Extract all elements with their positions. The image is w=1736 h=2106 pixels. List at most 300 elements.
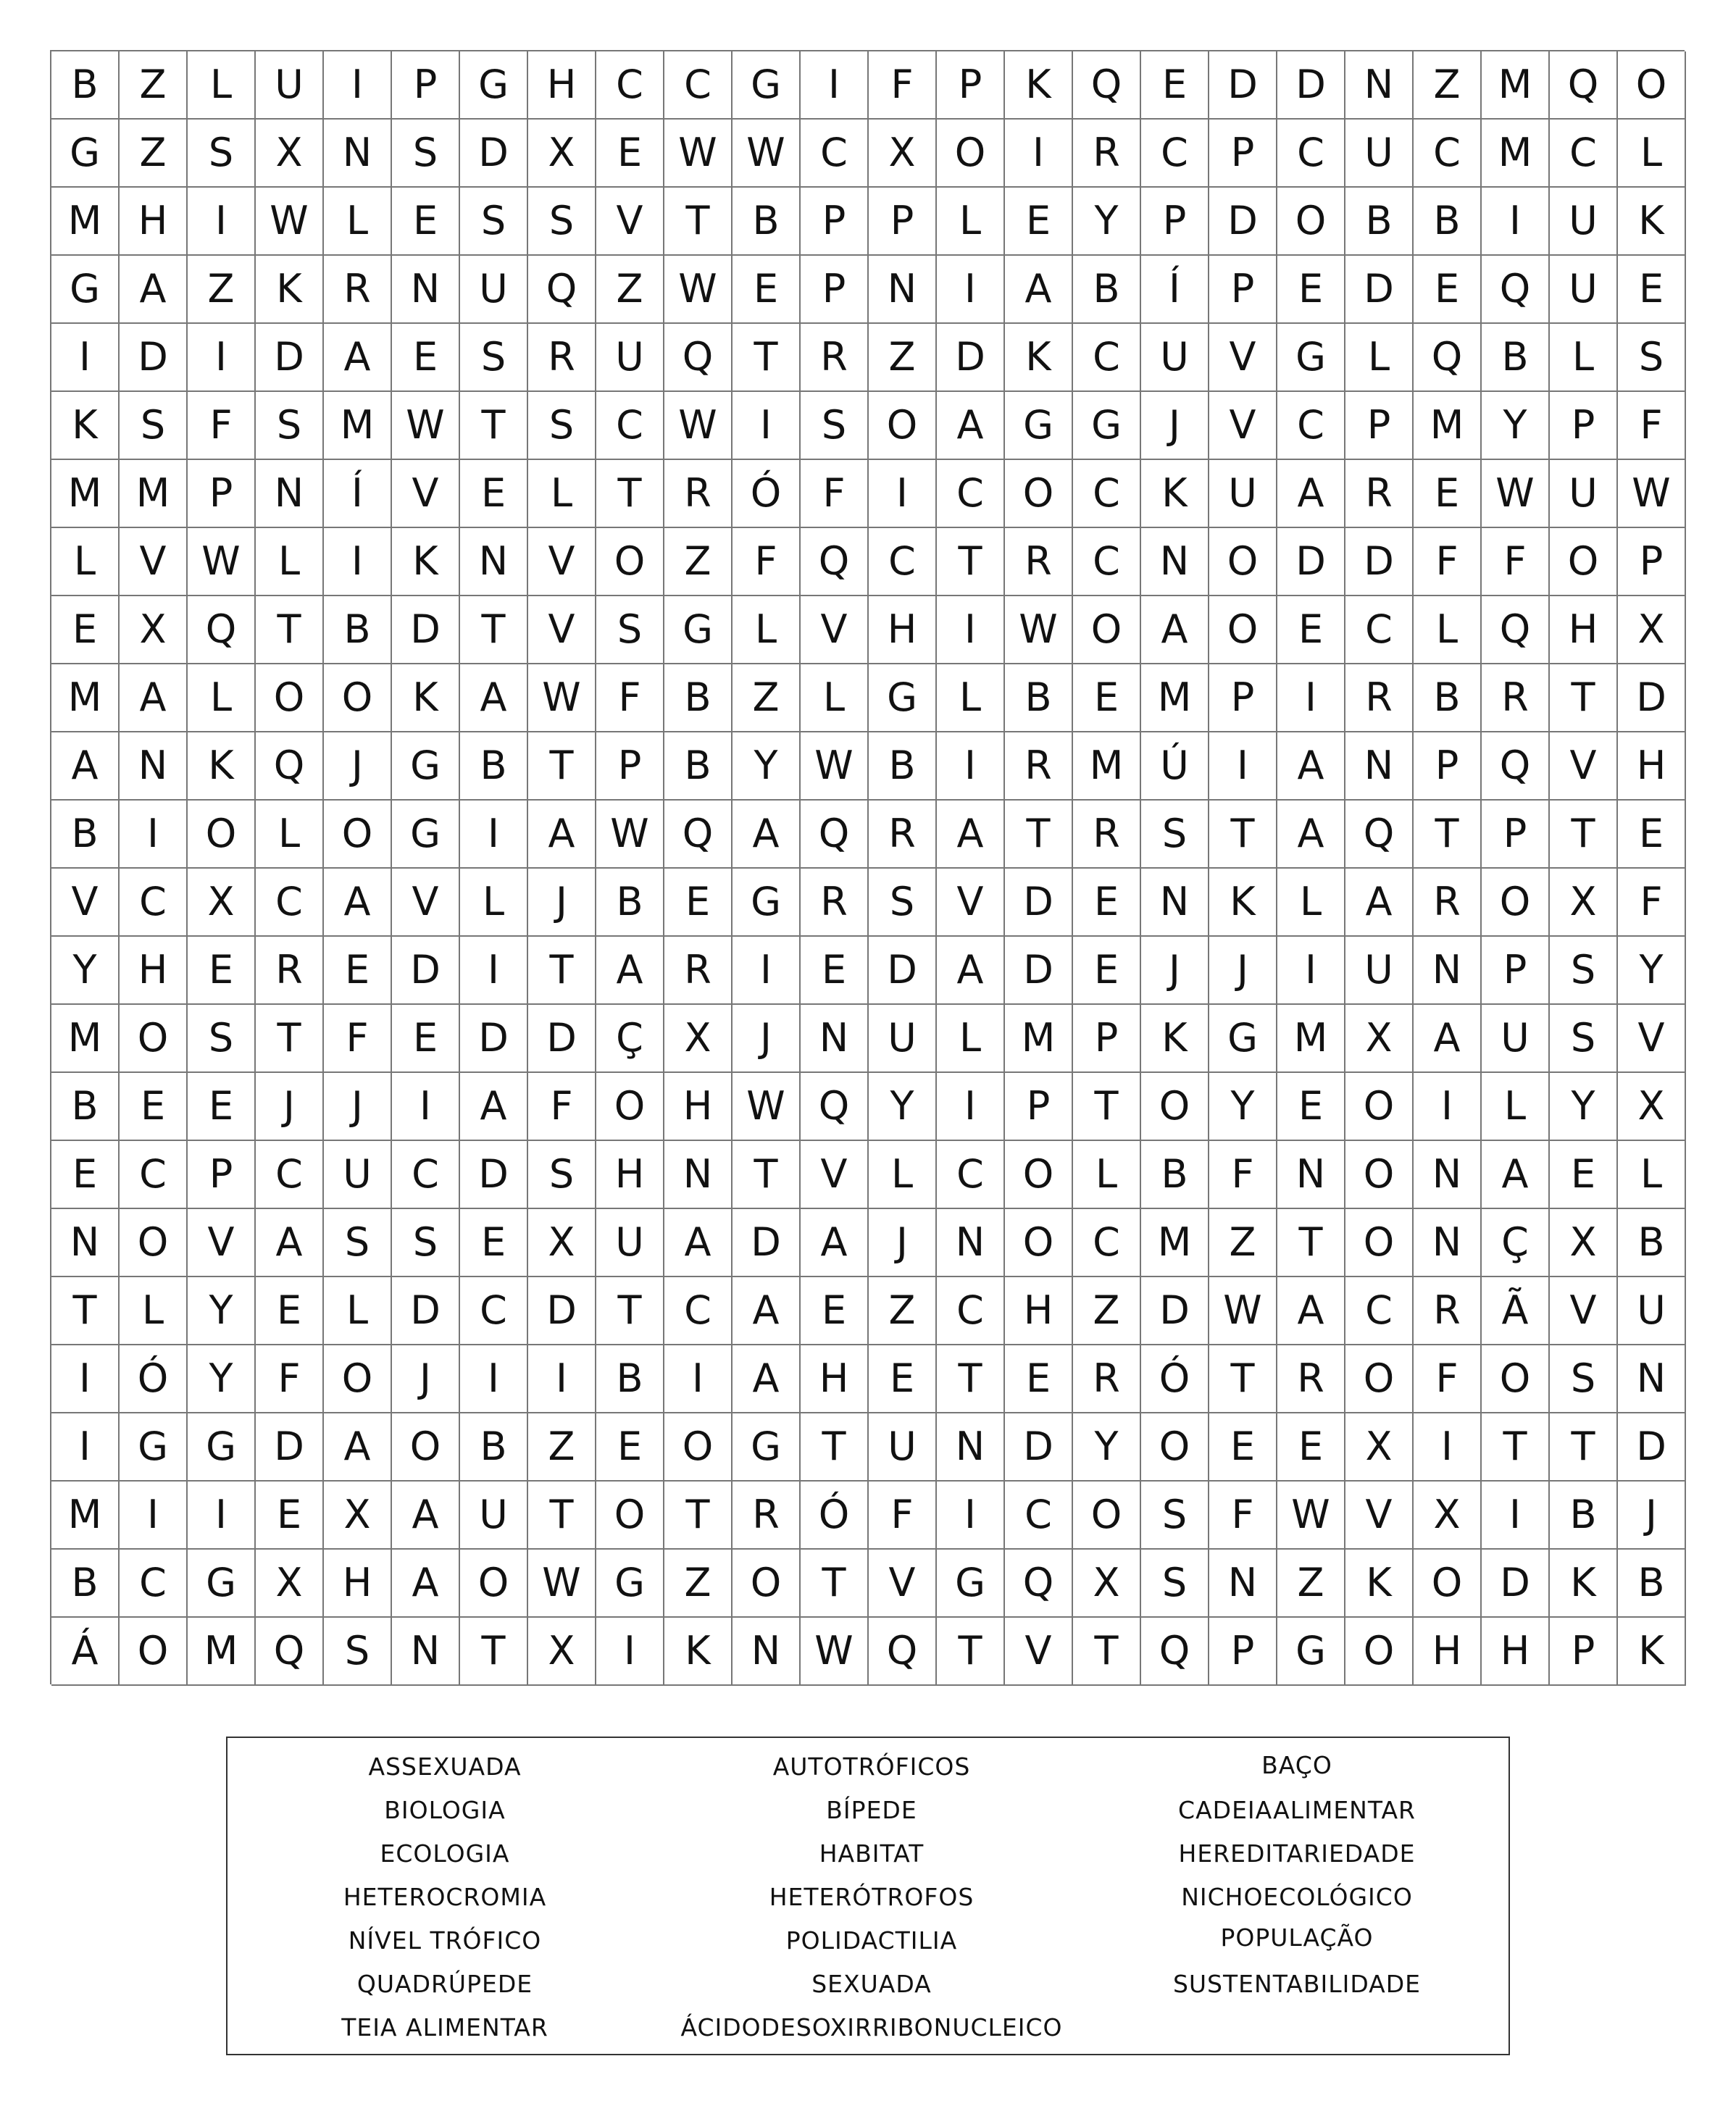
grid-cell[interactable]: C [1073,528,1141,596]
grid-cell[interactable]: T [1073,1618,1141,1686]
grid-cell[interactable]: T [460,596,528,664]
grid-cell[interactable]: B [1618,1209,1686,1277]
grid-cell[interactable]: V [937,869,1005,937]
grid-cell[interactable]: N [1414,1141,1482,1209]
grid-cell[interactable]: B [1414,664,1482,732]
grid-cell[interactable]: X [1550,1209,1618,1277]
grid-cell[interactable]: N [1209,1550,1277,1618]
grid-cell[interactable]: Z [120,120,188,188]
grid-cell[interactable]: S [460,324,528,392]
grid-cell[interactable]: E [256,1482,324,1550]
grid-cell[interactable]: K [392,528,460,596]
grid-cell[interactable]: U [1209,460,1277,528]
grid-cell[interactable]: W [1482,460,1550,528]
grid-cell[interactable]: P [392,51,460,120]
grid-cell[interactable]: O [1345,1073,1414,1141]
grid-cell[interactable]: K [1005,51,1073,120]
grid-cell[interactable]: D [120,324,188,392]
grid-cell[interactable]: Y [1482,392,1550,460]
grid-cell[interactable]: L [460,869,528,937]
grid-cell[interactable]: P [1209,256,1277,324]
grid-cell[interactable]: Ú [1141,732,1209,801]
grid-cell[interactable]: F [1209,1482,1277,1550]
grid-cell[interactable]: L [324,1277,392,1345]
grid-cell[interactable]: V [1209,392,1277,460]
grid-cell[interactable]: F [596,664,664,732]
grid-cell[interactable]: E [1277,1413,1345,1482]
grid-cell[interactable]: Q [1005,1550,1073,1618]
grid-cell[interactable]: Í [1141,256,1209,324]
grid-cell[interactable]: Q [1141,1618,1209,1686]
grid-cell[interactable]: V [120,528,188,596]
grid-cell[interactable]: K [188,732,256,801]
grid-cell[interactable]: H [1550,596,1618,664]
grid-cell[interactable]: F [801,460,869,528]
grid-cell[interactable]: B [51,51,120,120]
grid-cell[interactable]: X [1345,1005,1414,1073]
grid-cell[interactable]: W [1618,460,1686,528]
grid-cell[interactable]: B [1141,1141,1209,1209]
grid-cell[interactable]: P [1550,1618,1618,1686]
grid-cell[interactable]: T [937,1618,1005,1686]
grid-cell[interactable]: S [1141,1550,1209,1618]
grid-cell[interactable]: D [1209,188,1277,256]
grid-cell[interactable]: O [120,1618,188,1686]
grid-cell[interactable]: G [188,1550,256,1618]
grid-cell[interactable]: O [1345,1141,1414,1209]
grid-cell[interactable]: F [733,528,801,596]
grid-cell[interactable]: P [1482,801,1550,869]
grid-cell[interactable]: N [1414,937,1482,1005]
grid-cell[interactable]: C [869,528,937,596]
grid-cell[interactable]: E [392,1005,460,1073]
grid-cell[interactable]: T [528,937,596,1005]
grid-cell[interactable]: C [120,1141,188,1209]
grid-cell[interactable]: D [1141,1277,1209,1345]
grid-cell[interactable]: E [664,869,733,937]
grid-cell[interactable]: R [664,460,733,528]
grid-cell[interactable]: U [1550,256,1618,324]
grid-cell[interactable]: E [1073,869,1141,937]
grid-cell[interactable]: U [869,1413,937,1482]
grid-cell[interactable]: D [528,1005,596,1073]
grid-cell[interactable]: O [1482,869,1550,937]
grid-cell[interactable]: T [1209,1345,1277,1413]
grid-cell[interactable]: I [937,732,1005,801]
grid-cell[interactable]: W [664,392,733,460]
grid-cell[interactable]: L [51,528,120,596]
grid-cell[interactable]: X [1414,1482,1482,1550]
grid-cell[interactable]: A [801,1209,869,1277]
grid-cell[interactable]: E [1005,188,1073,256]
grid-cell[interactable]: T [256,1005,324,1073]
grid-cell[interactable]: X [188,869,256,937]
grid-cell[interactable]: O [1005,1209,1073,1277]
grid-cell[interactable]: Q [664,324,733,392]
grid-cell[interactable]: S [596,596,664,664]
grid-cell[interactable]: P [1209,1618,1277,1686]
grid-cell[interactable]: X [528,1209,596,1277]
grid-cell[interactable]: Q [1482,596,1550,664]
grid-cell[interactable]: Y [1073,188,1141,256]
grid-cell[interactable]: Ó [801,1482,869,1550]
grid-cell[interactable]: V [1550,1277,1618,1345]
grid-cell[interactable]: R [1345,460,1414,528]
grid-cell[interactable]: D [869,937,937,1005]
grid-cell[interactable]: A [1277,460,1345,528]
grid-cell[interactable]: N [937,1209,1005,1277]
grid-cell[interactable]: I [1414,1413,1482,1482]
grid-cell[interactable]: S [324,1618,392,1686]
grid-cell[interactable]: G [1073,392,1141,460]
grid-cell[interactable]: O [256,664,324,732]
grid-cell[interactable]: E [460,460,528,528]
grid-cell[interactable]: R [256,937,324,1005]
grid-cell[interactable]: I [51,324,120,392]
grid-cell[interactable]: G [460,51,528,120]
grid-cell[interactable]: F [869,51,937,120]
grid-cell[interactable]: A [733,1345,801,1413]
grid-cell[interactable]: U [869,1005,937,1073]
grid-cell[interactable]: X [1073,1550,1141,1618]
grid-cell[interactable]: G [1005,392,1073,460]
grid-cell[interactable]: D [1345,528,1414,596]
grid-cell[interactable]: N [1345,732,1414,801]
grid-cell[interactable]: E [1277,1073,1345,1141]
grid-cell[interactable]: I [51,1413,120,1482]
grid-cell[interactable]: M [1482,51,1550,120]
grid-cell[interactable]: D [392,596,460,664]
grid-cell[interactable]: L [1550,324,1618,392]
grid-cell[interactable]: B [1005,664,1073,732]
grid-cell[interactable]: C [801,120,869,188]
grid-cell[interactable]: Q [1073,51,1141,120]
grid-cell[interactable]: S [120,392,188,460]
grid-cell[interactable]: F [869,1482,937,1550]
grid-cell[interactable]: I [733,392,801,460]
grid-cell[interactable]: F [1414,1345,1482,1413]
grid-cell[interactable]: D [528,1277,596,1345]
grid-cell[interactable]: T [664,188,733,256]
grid-cell[interactable]: F [1482,528,1550,596]
grid-cell[interactable]: N [869,256,937,324]
grid-cell[interactable]: S [528,392,596,460]
grid-cell[interactable]: Q [1345,801,1414,869]
grid-cell[interactable]: U [1618,1277,1686,1345]
grid-cell[interactable]: K [1141,1005,1209,1073]
grid-cell[interactable]: Ó [1141,1345,1209,1413]
grid-cell[interactable]: C [1277,392,1345,460]
grid-cell[interactable]: Z [120,51,188,120]
grid-cell[interactable]: Z [664,528,733,596]
grid-cell[interactable]: I [1482,188,1550,256]
grid-cell[interactable]: I [188,188,256,256]
grid-cell[interactable]: Z [1209,1209,1277,1277]
grid-cell[interactable]: H [1482,1618,1550,1686]
grid-cell[interactable]: O [596,1073,664,1141]
grid-cell[interactable]: B [51,1073,120,1141]
grid-cell[interactable]: H [1618,732,1686,801]
grid-cell[interactable]: Q [801,528,869,596]
grid-cell[interactable]: P [596,732,664,801]
grid-cell[interactable]: R [1005,732,1073,801]
grid-cell[interactable]: D [392,937,460,1005]
grid-cell[interactable]: E [1618,256,1686,324]
grid-cell[interactable]: S [256,392,324,460]
grid-cell[interactable]: A [1414,1005,1482,1073]
grid-cell[interactable]: P [188,460,256,528]
grid-cell[interactable]: E [256,1277,324,1345]
grid-cell[interactable]: A [460,664,528,732]
grid-cell[interactable]: L [1414,596,1482,664]
grid-cell[interactable]: U [460,256,528,324]
grid-cell[interactable]: O [188,801,256,869]
grid-cell[interactable]: F [256,1345,324,1413]
grid-cell[interactable]: Y [1073,1413,1141,1482]
grid-cell[interactable]: I [937,1482,1005,1550]
grid-cell[interactable]: I [1277,937,1345,1005]
grid-cell[interactable]: S [1618,324,1686,392]
grid-cell[interactable]: B [1073,256,1141,324]
grid-cell[interactable]: J [1618,1482,1686,1550]
grid-cell[interactable]: M [1141,1209,1209,1277]
grid-cell[interactable]: H [801,1345,869,1413]
grid-cell[interactable]: Z [596,256,664,324]
grid-cell[interactable]: E [1618,801,1686,869]
grid-cell[interactable]: N [324,120,392,188]
grid-cell[interactable]: K [1141,460,1209,528]
grid-cell[interactable]: P [937,51,1005,120]
grid-cell[interactable]: O [596,1482,664,1550]
grid-cell[interactable]: N [460,528,528,596]
grid-cell[interactable]: R [1073,120,1141,188]
grid-cell[interactable]: G [1277,324,1345,392]
grid-cell[interactable]: N [1618,1345,1686,1413]
grid-cell[interactable]: W [1005,596,1073,664]
grid-cell[interactable]: X [528,120,596,188]
grid-cell[interactable]: E [188,937,256,1005]
grid-cell[interactable]: V [188,1209,256,1277]
grid-cell[interactable]: T [937,1345,1005,1413]
grid-cell[interactable]: H [120,937,188,1005]
grid-cell[interactable]: E [1414,460,1482,528]
grid-cell[interactable]: A [256,1209,324,1277]
grid-cell[interactable]: N [1141,869,1209,937]
grid-cell[interactable]: Y [188,1345,256,1413]
grid-cell[interactable]: I [1005,120,1073,188]
grid-cell[interactable]: E [596,1413,664,1482]
grid-cell[interactable]: Z [869,324,937,392]
grid-cell[interactable]: J [869,1209,937,1277]
grid-cell[interactable]: R [324,256,392,324]
grid-cell[interactable]: E [460,1209,528,1277]
grid-cell[interactable]: M [1482,120,1550,188]
grid-cell[interactable]: Z [733,664,801,732]
grid-cell[interactable]: Q [256,732,324,801]
grid-cell[interactable]: Y [1209,1073,1277,1141]
grid-cell[interactable]: E [1073,937,1141,1005]
grid-cell[interactable]: B [733,188,801,256]
grid-cell[interactable]: O [392,1413,460,1482]
grid-cell[interactable]: L [937,664,1005,732]
grid-cell[interactable]: S [801,392,869,460]
grid-cell[interactable]: O [1414,1550,1482,1618]
grid-cell[interactable]: E [596,120,664,188]
grid-cell[interactable]: P [1209,120,1277,188]
grid-cell[interactable]: H [869,596,937,664]
grid-cell[interactable]: Q [801,1073,869,1141]
grid-cell[interactable]: R [801,324,869,392]
grid-cell[interactable]: S [1141,1482,1209,1550]
grid-cell[interactable]: V [1618,1005,1686,1073]
grid-cell[interactable]: D [1482,1550,1550,1618]
grid-cell[interactable]: D [1005,937,1073,1005]
grid-cell[interactable]: U [460,1482,528,1550]
grid-cell[interactable]: C [937,1277,1005,1345]
grid-cell[interactable]: M [120,460,188,528]
grid-cell[interactable]: E [1141,51,1209,120]
grid-cell[interactable]: O [1005,1141,1073,1209]
grid-cell[interactable]: D [392,1277,460,1345]
grid-cell[interactable]: V [1550,732,1618,801]
grid-cell[interactable]: Q [1550,51,1618,120]
grid-cell[interactable]: A [1277,801,1345,869]
grid-cell[interactable]: Q [256,1618,324,1686]
grid-cell[interactable]: A [1141,596,1209,664]
grid-cell[interactable]: W [801,1618,869,1686]
grid-cell[interactable]: A [733,801,801,869]
grid-cell[interactable]: N [256,460,324,528]
grid-cell[interactable]: X [1345,1413,1414,1482]
grid-cell[interactable]: I [596,1618,664,1686]
grid-cell[interactable]: B [460,1413,528,1482]
grid-cell[interactable]: T [256,596,324,664]
grid-cell[interactable]: T [1277,1209,1345,1277]
grid-cell[interactable]: T [51,1277,120,1345]
grid-cell[interactable]: Á [51,1618,120,1686]
grid-cell[interactable]: K [664,1618,733,1686]
grid-cell[interactable]: A [392,1550,460,1618]
grid-cell[interactable]: N [392,256,460,324]
grid-cell[interactable]: O [1345,1345,1414,1413]
grid-cell[interactable]: W [392,392,460,460]
grid-cell[interactable]: A [937,801,1005,869]
grid-cell[interactable]: Y [1618,937,1686,1005]
grid-cell[interactable]: Q [1414,324,1482,392]
grid-cell[interactable]: X [256,120,324,188]
grid-cell[interactable]: L [188,51,256,120]
grid-cell[interactable]: I [120,801,188,869]
grid-cell[interactable]: C [937,1141,1005,1209]
grid-cell[interactable]: R [1073,1345,1141,1413]
grid-cell[interactable]: M [51,664,120,732]
grid-cell[interactable]: V [1209,324,1277,392]
grid-cell[interactable]: Q [1482,732,1550,801]
grid-cell[interactable]: E [1277,256,1345,324]
grid-cell[interactable]: B [51,801,120,869]
grid-cell[interactable]: X [120,596,188,664]
grid-cell[interactable]: J [1141,937,1209,1005]
grid-cell[interactable]: Y [51,937,120,1005]
grid-cell[interactable]: Q [869,1618,937,1686]
grid-cell[interactable]: S [188,120,256,188]
grid-cell[interactable]: V [801,596,869,664]
grid-cell[interactable]: S [528,1141,596,1209]
grid-cell[interactable]: D [256,1413,324,1482]
grid-cell[interactable]: U [1345,937,1414,1005]
grid-cell[interactable]: R [1005,528,1073,596]
grid-cell[interactable]: A [528,801,596,869]
grid-cell[interactable]: W [256,188,324,256]
grid-cell[interactable]: O [937,120,1005,188]
grid-cell[interactable]: C [596,392,664,460]
grid-cell[interactable]: K [1209,869,1277,937]
grid-cell[interactable]: Ã [1482,1277,1550,1345]
grid-cell[interactable]: W [1209,1277,1277,1345]
grid-cell[interactable]: L [1277,869,1345,937]
grid-cell[interactable]: X [1618,596,1686,664]
grid-cell[interactable]: G [733,51,801,120]
grid-cell[interactable]: I [937,1073,1005,1141]
grid-cell[interactable]: P [1550,392,1618,460]
grid-cell[interactable]: U [256,51,324,120]
grid-cell[interactable]: C [1345,596,1414,664]
grid-cell[interactable]: R [1482,664,1550,732]
grid-cell[interactable]: I [937,596,1005,664]
grid-cell[interactable]: I [188,1482,256,1550]
grid-cell[interactable]: R [1414,1277,1482,1345]
grid-cell[interactable]: Z [1414,51,1482,120]
grid-cell[interactable]: I [1277,664,1345,732]
grid-cell[interactable]: A [1345,869,1414,937]
grid-cell[interactable]: E [392,324,460,392]
grid-cell[interactable]: L [1073,1141,1141,1209]
grid-cell[interactable]: L [733,596,801,664]
grid-cell[interactable]: C [664,1277,733,1345]
grid-cell[interactable]: X [869,120,937,188]
grid-cell[interactable]: Ó [120,1345,188,1413]
grid-cell[interactable]: W [528,664,596,732]
grid-cell[interactable]: T [1005,801,1073,869]
grid-cell[interactable]: C [1550,120,1618,188]
grid-cell[interactable]: G [937,1550,1005,1618]
grid-cell[interactable]: L [256,801,324,869]
grid-cell[interactable]: G [392,801,460,869]
grid-cell[interactable]: R [1345,664,1414,732]
grid-cell[interactable]: T [596,460,664,528]
grid-cell[interactable]: O [596,528,664,596]
grid-cell[interactable]: I [801,51,869,120]
grid-cell[interactable]: U [596,324,664,392]
grid-cell[interactable]: P [869,188,937,256]
grid-cell[interactable]: G [120,1413,188,1482]
grid-cell[interactable]: O [1141,1413,1209,1482]
grid-cell[interactable]: Q [1482,256,1550,324]
grid-cell[interactable]: G [596,1550,664,1618]
grid-cell[interactable]: A [324,869,392,937]
grid-cell[interactable]: J [324,732,392,801]
grid-cell[interactable]: U [1550,188,1618,256]
grid-cell[interactable]: E [1005,1345,1073,1413]
grid-cell[interactable]: O [1345,1618,1414,1686]
grid-cell[interactable]: W [801,732,869,801]
grid-cell[interactable]: A [324,324,392,392]
grid-cell[interactable]: O [869,392,937,460]
grid-cell[interactable]: D [256,324,324,392]
grid-cell[interactable]: E [392,188,460,256]
grid-cell[interactable]: R [528,324,596,392]
grid-cell[interactable]: V [1005,1618,1073,1686]
